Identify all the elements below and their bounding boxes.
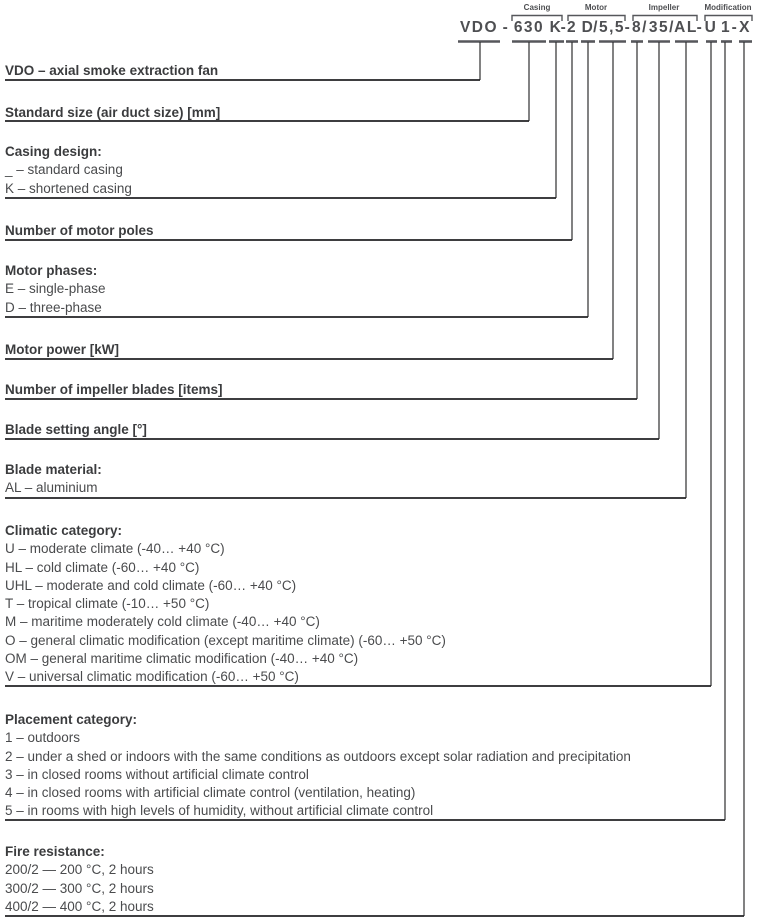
section-impeller-blades (5, 381, 755, 399)
section-title: Climatic category: (5, 523, 123, 538)
group-label-modification: Modification (704, 3, 752, 12)
section-product-type (5, 62, 755, 80)
code-segment-material: AL (674, 19, 698, 36)
section-title: Fire resistance: (5, 844, 105, 859)
list-item: 400/2 — 400 °C, 2 hours (5, 898, 154, 914)
code-separator: - (560, 19, 568, 36)
section-casing-design (5, 143, 755, 198)
code-segment-fire: X (739, 19, 751, 36)
list-item: M – maritime moderately cold climate (-40… +40 °C) (5, 614, 320, 630)
section-motor-phases (5, 262, 755, 317)
list-item: 4 – in closed rooms with artificial climate control (ventilation, heating) (5, 785, 416, 801)
list-item: K – shortened casing (5, 180, 132, 196)
code-separator: - (502, 19, 510, 36)
list-item: T – tropical climate (-10… +50 °C) (5, 596, 210, 612)
section-title: Motor phases: (5, 263, 98, 278)
group-label-impeller: Impeller (648, 3, 680, 12)
section-climatic-category (5, 522, 755, 687)
group-label-motor: Motor (584, 3, 608, 12)
section-title: Motor power [kW] (5, 342, 119, 357)
list-item: E – single-phase (5, 281, 106, 297)
section-title: VDO – axial smoke extraction fan (5, 63, 219, 78)
list-item: 200/2 — 200 °C, 2 hours (5, 862, 154, 878)
code-segment-power: 5,5 (598, 19, 626, 36)
section-blade-material (5, 461, 755, 498)
code-segment-angle: 35 (648, 19, 670, 36)
list-item: 1 – outdoors (5, 730, 81, 746)
code-segment-type: VDO (459, 19, 499, 36)
list-item: 300/2 — 300 °C, 2 hours (5, 880, 154, 896)
code-segment-blades: 8 (631, 19, 643, 36)
section-title: Casing design: (5, 144, 102, 159)
list-item: 5 – in rooms with high levels of humidity, without artificial climate control (5, 803, 434, 819)
code-segment-size: 630 (513, 19, 545, 36)
code-separator: / (669, 19, 675, 36)
list-item: HL – cold climate (-60… +40 °C) (5, 559, 200, 575)
section-blade-angle (5, 421, 755, 439)
code-segment-climate: U (704, 19, 718, 36)
code-separator: - (624, 19, 632, 36)
section-title: Blade setting angle [°] (5, 422, 147, 437)
code-segment-phases: D (581, 19, 595, 36)
code-segment-placement: 1 (720, 19, 732, 36)
code-separator: / (593, 19, 599, 36)
section-motor-poles (5, 222, 755, 240)
list-item: _ – standard casing (5, 162, 123, 178)
code-separator: - (731, 19, 739, 36)
code-segment-casing: K (549, 19, 563, 36)
list-item: D – three-phase (5, 299, 102, 315)
section-standard-size (5, 104, 755, 122)
section-title: Placement category: (5, 712, 138, 727)
list-item: O – general climatic modification (except maritime climate) (-60… +50 °C) (5, 632, 446, 648)
list-item: 3 – in closed rooms without artificial climate control (5, 766, 309, 782)
list-item: V – universal climatic modification (-60… +50 °C) (5, 669, 299, 685)
list-item: UHL – moderate and cold climate (-60… +40 °C) (5, 577, 297, 593)
section-title: Number of impeller blades [items] (5, 382, 223, 397)
section-fire-resistance (5, 843, 755, 916)
list-item: AL – aluminium (5, 480, 98, 496)
section-title: Number of motor poles (5, 223, 154, 238)
code-segment-poles: 2 (566, 19, 578, 36)
section-title: Blade material: (5, 462, 102, 477)
list-item: U – moderate climate (-40… +40 °C) (5, 541, 225, 557)
section-placement-category (5, 711, 755, 821)
group-label-casing: Casing (523, 3, 551, 12)
section-motor-power (5, 341, 755, 359)
list-item: OM – general maritime climatic modification (-40… +40 °C) (5, 651, 359, 667)
code-separator: / (642, 19, 648, 36)
list-item: 2 – under a shed or indoors with the same conditions as outdoors except solar radiation and precipitation (5, 748, 631, 764)
code-separator: - (696, 19, 704, 36)
section-title: Standard size (air duct size) [mm] (5, 105, 221, 120)
